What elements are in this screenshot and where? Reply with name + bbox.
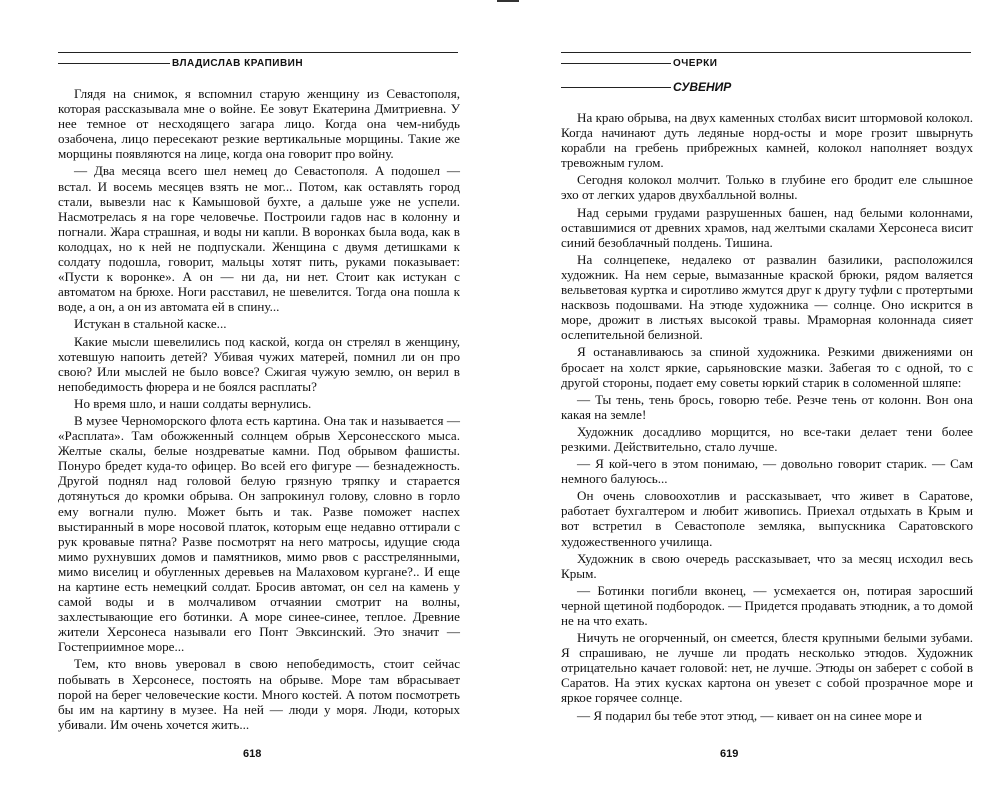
right-paragraph: Я останавливаюсь за спиной художника. Резкими движениями он бросает на холст яркие, сарьяновские мазки. Забегая то с одной, то с другой стороны, подает ему советы юркий старик в соломенной шляпе: (561, 344, 973, 390)
left-running-head-text: ВЛАДИСЛАВ КРАПИВИН (172, 58, 304, 69)
left-paragraph: Тем, кто вновь уверовал в свою непобедимость, стоит сейчас побывать в Херсонесе, постоять на обрыве. Море там вбрасывает порой на берег человеческие кости. Много костей. А потом посмотреть бы им на картину в музее. На ней — люди у моря. Люди, которых убивали. Им очень хочется жить... (58, 656, 460, 732)
right-paragraph: — Ботинки погибли вконец, — усмехается он, потирая заросший черной щетиной подбородок. — Придется продавать этюдник, а то домой не на что ехать. (561, 582, 973, 628)
right-running-head-text: ОЧЕРКИ (673, 58, 718, 69)
left-header-rule (58, 52, 458, 53)
right-paragraph: — Я подарил бы тебе этот этюд, — кивает он на синее море и (577, 707, 922, 723)
right-paragraph: — Я кой-чего в этом понимаю, — довольно говорит старик. — Сам немного балуюсь... (561, 456, 973, 487)
right-running-head-line (561, 63, 671, 64)
section-title-text: СУВЕНИР (673, 80, 732, 94)
left-body-text (58, 86, 460, 734)
section-title-line (561, 87, 671, 88)
left-paragraph: Истукан в стальной каске... (74, 316, 227, 332)
right-paragraph: На краю обрыва, на двух каменных столбах висит штормовой колокол. Когда начинают дуть ледяные норд-осты и море грозит швырнуть корабли на гребень прибрежных камней, колокол наполняет воздух тревожным гулом. (561, 110, 973, 171)
right-body-text (561, 110, 973, 725)
left-paragraph: — Два месяца всего шел немец до Севастополя. А подошел — встал. И восемь месяцев взять не мог... Потом, как оставлять город стали, вывезли нас к Камышовой бухте, а дальше уже не успели. Насмотрелась я на горе человечье. Построили гадов нас в колонну и погнали. Жара страшная, и воды ни капли. В воронках была вода, как в колодцах, но к ней не подпускали. Женщина с двумя детишками к солдату подошла, говорит, мальцы хотят пить, руками показывает: «Пусти к воронке». А он — ни да, ни нет. Стоит как истукан с автоматом на брюхе. Ноги расставил, не шевелится. Тогда она пошла к воде, а он, а он из автомата ей в спину... (58, 163, 460, 315)
left-paragraph: Какие мысли шевелились под каской, когда он стрелял в женщину, хотевшую напоить детей? Убивая чужих матерей, помнил ли он про свою? Или мыслей не было вовсе? Сжигая чужую землю, он верил в непобедимость фюрера и не боялся расплаты? (58, 333, 460, 394)
right-paragraph: Художник досадливо морщится, но все-таки делает тени более резкими. Действительно, стало лучше. (561, 423, 973, 454)
left-paragraph: Но время шло, и наши солдаты вернулись. (74, 395, 312, 411)
right-paragraph: Он очень словоохотлив и рассказывает, что живет в Саратове, работает бухгалтером и любит живопись. Приехал отдыхать в Крым и вот встретил в Севастополе земляка, выпускника Саратовского художественного училища. (561, 488, 973, 549)
right-paragraph: Ничуть не огорченный, он смеется, блестя крупными белыми зубами. Я спрашиваю, не лучше ли продать несколько этюдов. Художник отрицательно качает головой: нет, не лучше. Этюды он заберет с собой в Саратов. На этих кусках картона он увезет с собой прозрачное море и яркое горячее солнце. (561, 630, 973, 706)
right-paragraph: На солнцепеке, недалеко от развалин базилики, расположился художник. На нем серые, вымазанные краской брюки, рядом валяется вельветовая куртка и сиротливо жмутся друг к другу туфли с протертыми насквозь подошвами. На этюде художника — солнце. Оно искрится в море, дрожит в листьях высокой травы. Мраморная колоннада сияет ослепительной белизной. (561, 251, 973, 343)
right-page (499, 0, 998, 800)
right-running-head (561, 58, 717, 69)
right-paragraph: Над серыми грудами разрушенных башен, над белыми колоннами, оставшимися от древних храмов, над желтыми скалами Херсонеса висит синий безоблачный полдень. Тишина. (561, 204, 973, 250)
left-page-number: 618 (243, 748, 262, 760)
section-title (561, 80, 731, 94)
right-paragraph: Сегодня колокол молчит. Только в глубине его бродит еле слышное эхо от легких ударов двухбалльной волны. (561, 172, 973, 203)
left-running-head-line (58, 63, 170, 64)
left-running-head (58, 58, 303, 69)
left-paragraph: Глядя на снимок, я вспомнил старую женщину из Севастополя, которая рассказывала мне о войне. Ее зовут Екатерина Дмитриевна. У нее темное от несходящего загара лицо. Когда она чем-нибудь озабочена, лицо пересекают резкие вертикальные морщины. Такие же морщины появляются на лице, когда она говорит про войну. (58, 86, 460, 162)
right-paragraph: Художник в свою очередь рассказывает, что за месяц исходил весь Крым. (561, 550, 973, 581)
right-paragraph: — Ты тень, тень брось, говорю тебе. Резче тень от колонн. Вон она какая на земле! (561, 391, 973, 422)
right-header-rule (561, 52, 971, 53)
right-page-number: 619 (720, 748, 739, 760)
left-paragraph: В музее Черноморского флота есть картина. Она так и называется — «Расплата». Там обожженный солнцем обрыв Херсонесского мыса. Желтые скалы, белые ноздреватые камни. Под обрывом фашисты. Понуро бредет куда-то офицер. Во всей его фигуре — безнадежность. Другой поднял над головой белую грязную тряпку и старается дотянуться до кромки обрыва. Он запрокинул голову, словно в горло ему вогнали пулю. Может быть и так. Разве поможет наспех выстиранный в море носовой платок, которым еще недавно оттирали с рук кровавые пятна? Разве посмотрят на него матросы, идущие сюда мимо рухнувших домов и памятников, мимо рвов с расстрелянными, мимо виселиц и обугленных деревьев на Малаховом кургане?.. И еще на картине есть немецкий солдат. Бросив автомат, он сел на камень у самой воды и в молчаливом отчаянии смотрит на волны, захлестывающие его ботинки. А море синее-синее, теплое. Древние жители Херсонеса называли его Понт Эвксинский. Это значит — Гостеприимное море... (58, 412, 460, 655)
